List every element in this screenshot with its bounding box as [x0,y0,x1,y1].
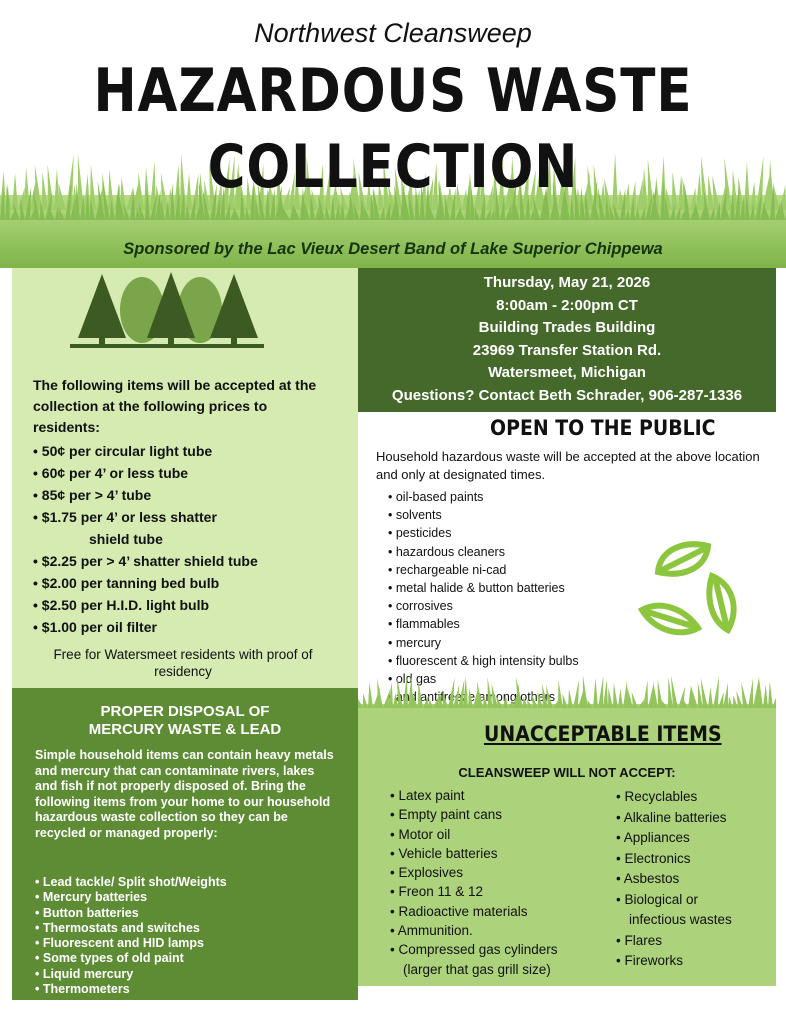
unacceptable-item: • Explosives [390,863,558,882]
price-item-continued: shield tube [89,531,163,547]
event-time: 8:00am - 2:00pm CT [496,296,638,314]
price-item: • 60¢ per 4’ or less tube [33,462,258,484]
unacceptable-item: • Radioactive materials [390,902,558,921]
unacceptable-item: • Freon 11 & 12 [390,882,558,901]
unacceptable-item: • Fireworks [616,951,732,972]
grass-divider [358,670,776,712]
disposal-item: • Some types of old paint [35,951,227,966]
price-item: • $1.00 per oil filter [33,616,258,638]
accepted-item: • old gas [388,670,579,688]
unacceptable-item: • Ammunition. [390,921,558,940]
event-address: 23969 Transfer Station Rd. [472,341,662,359]
unacceptable-item: • Asbestos [616,869,732,890]
unacceptable-item-continued: infectious wastes [629,912,732,927]
tree-row-icon [60,270,270,352]
unacceptable-item: • Recyclables [616,787,732,808]
accepted-item: • hazardous cleaners [388,543,579,561]
disposal-body: Simple household items can contain heavy metals and mercury that can contaminate rivers, lakes and fish if not properly disposed of. Bring the following items from your home to our household hazardous waste collection so they can be recycled or managed properly: [35,748,334,840]
disposal-item: • Lead tackle/ Split shot/Weights [35,875,227,890]
disposal-item: • Liquid mercury [35,967,227,982]
unacceptable-item-continued: (larger that gas grill size) [403,961,551,977]
accepted-item: • and antifreeze among others [388,688,579,706]
sponsor-line: Sponsored by the Lac Vieux Desert Band of Lake Superior Chippewa [123,240,663,258]
unacceptable-list-right [616,787,732,972]
unacceptable-title: UNACCEPTABLE ITEMS [484,722,722,746]
unacceptable-item: • Electronics [616,849,732,870]
accepted-item: • rechargeable ni-cad [388,561,579,579]
price-item: • $2.50 per H.I.D. light bulb [33,594,258,616]
main-title-line-2: COLLECTION [207,132,579,202]
accepted-item: • pesticides [388,524,579,542]
price-item: • $2.00 per tanning bed bulb [33,572,258,594]
unacceptable-item: • Biological or [616,890,732,911]
recycle-leaves-icon [628,532,748,642]
accepted-item: • mercury [388,634,579,652]
unacceptable-item: • Flares [616,931,732,952]
event-date: Thursday, May 21, 2026 [483,274,651,291]
accepted-item: • corrosives [388,597,579,615]
unacceptable-item: • Vehicle batteries [390,844,558,863]
event-contact: Questions? Contact Beth Schrader, 906-287-1336 [391,386,743,404]
unacceptable-item: • Appliances [616,828,732,849]
accepted-item: • metal halide & button batteries [388,579,579,597]
disposal-item: • Thermostats and switches [35,921,227,936]
price-item: • $1.75 per 4’ or less shatter [33,506,258,528]
disposal-list [35,875,227,997]
main-title-line-1: HAZARDOUS WASTE [93,56,693,126]
accepted-item: • fluorescent & high intensity bulbs [388,652,579,670]
event-info [358,272,776,407]
event-city: Watersmeet, Michigan [488,364,646,381]
disposal-title [12,703,358,739]
disposal-item: • Fluorescent and HID lamps [35,936,227,951]
unacceptable-item: • Latex paint [390,786,558,805]
accepted-item: • solvents [388,506,579,524]
event-venue: Building Trades Building [478,319,656,336]
will-not-accept-heading: CLEANSWEEP WILL NOT ACCEPT: [458,765,676,780]
disposal-item: • Button batteries [35,906,227,921]
unacceptable-item: • Motor oil [390,825,558,844]
price-item: • 50¢ per circular light tube [33,440,258,462]
price-item: • $2.25 per > 4’ shatter shield tube [33,550,258,572]
accepted-item: • flammables [388,615,579,633]
prices-intro: The following items will be accepted at the collection at the following prices to residents: [33,377,317,435]
unacceptable-item: • Compressed gas cylinders [390,940,558,959]
unacceptable-item: • Alkaline batteries [616,808,732,829]
price-list [33,440,258,638]
disposal-title-text: PROPER DISPOSAL OF MERCURY WASTE & LEAD [88,703,282,738]
unacceptable-list-left [390,786,558,979]
accepted-item: • oil-based paints [388,488,579,506]
unacceptable-item: • Empty paint cans [390,805,558,824]
disposal-item: • Thermometers [35,982,227,997]
org-name: Northwest Cleansweep [254,18,532,48]
open-title: OPEN TO THE PUBLIC [490,416,716,440]
disposal-item: • Mercury batteries [35,890,227,905]
price-item: • 85¢ per > 4’ tube [33,484,258,506]
free-note: Free for Watersmeet residents with proof of residency [53,647,313,679]
open-desc: Household hazardous waste will be accepted at the above location and only at designated times. [376,449,760,482]
